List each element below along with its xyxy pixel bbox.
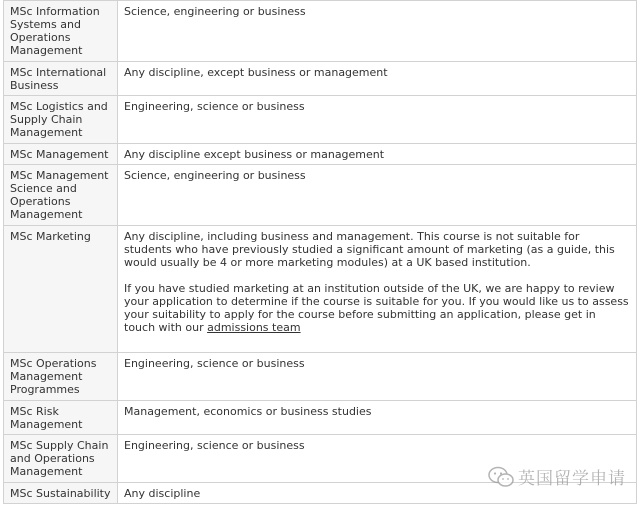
watermark <box>488 464 626 489</box>
requirement-paragraph <box>124 282 630 334</box>
course-requirement: Science, engineering or business <box>118 1 637 62</box>
course-requirement: Engineering, science or business <box>118 353 637 401</box>
course-requirement: Engineering, science or business <box>118 435 637 483</box>
table-row <box>4 401 637 435</box>
course-name: MSc Management Science and Operations Management <box>4 165 118 226</box>
course-requirement <box>118 226 637 353</box>
course-requirement: Engineering, science or business <box>118 96 637 144</box>
course-requirement: Any discipline <box>118 483 637 504</box>
course-name: MSc Management <box>4 144 118 165</box>
course-requirement: Any discipline except business or management <box>118 144 637 165</box>
watermark-text: 英国留学申请 <box>518 469 626 489</box>
requirement-paragraph: Any discipline, including business and management. This course is not suitable for students who have previously studied a significant amount of marketing (as a guide, this would usually be 4 or more marketing modules) at a UK based institution. <box>124 230 615 269</box>
course-name: MSc Risk Management <box>4 401 118 435</box>
course-name: MSc Sustainability <box>4 483 118 504</box>
course-requirement: Science, engineering or business <box>118 165 637 226</box>
course-name: MSc Supply Chain and Operations Management <box>4 435 118 483</box>
requirement-paragraph-text: If you have studied marketing at an institution outside of the UK, we are happy to review your application to determine if the course is suitable for you. If you would like us to assess your suitability to apply for the course before submitting an application, please get in touch with our <box>124 282 629 334</box>
course-requirements-table <box>3 0 637 504</box>
table-row <box>4 353 637 401</box>
table-row <box>4 165 637 226</box>
admissions-team-link[interactable]: admissions team <box>207 321 301 334</box>
wechat-icon <box>488 466 514 488</box>
course-name: MSc Operations Management Programmes <box>4 353 118 401</box>
course-name: MSc Information Systems and Operations Management <box>4 1 118 62</box>
table-row <box>4 226 637 353</box>
table-row <box>4 62 637 96</box>
table-row <box>4 1 637 62</box>
table-row <box>4 96 637 144</box>
course-name: MSc Marketing <box>4 226 118 353</box>
course-requirement: Management, economics or business studies <box>118 401 637 435</box>
course-name: MSc International Business <box>4 62 118 96</box>
course-name: MSc Logistics and Supply Chain Management <box>4 96 118 144</box>
table-row <box>4 144 637 165</box>
course-requirement: Any discipline, except business or management <box>118 62 637 96</box>
